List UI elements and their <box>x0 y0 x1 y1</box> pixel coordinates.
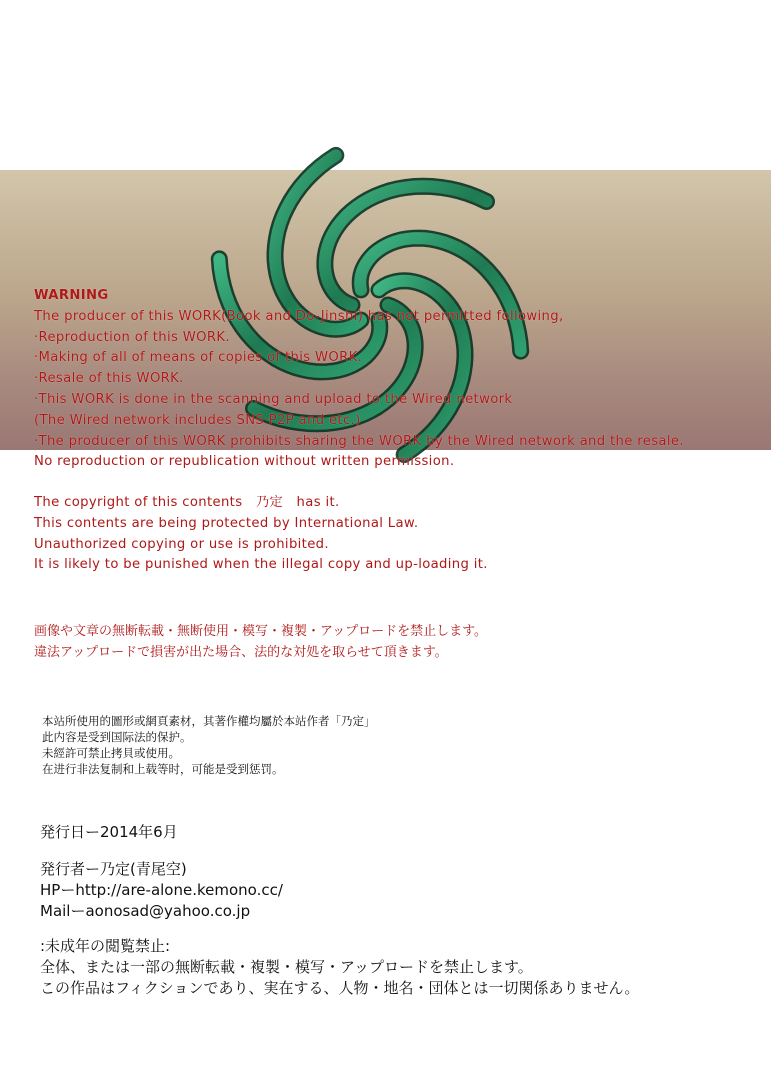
spacer <box>40 922 760 936</box>
chinese-notice-line: 此内容是受到国际法的保护。 <box>42 730 192 744</box>
fiction-disclaimer: この作品はフィクションであり、実在する、人物・地名・団体とは一切関係ありません。 <box>40 979 640 997</box>
copyright-line: This contents are being protected by International Law. <box>34 515 419 531</box>
chinese-notice-line: 未經許可禁止拷貝或使用。 <box>42 746 180 760</box>
spacer <box>40 843 760 859</box>
warning-block <box>34 286 759 473</box>
contact-email: Mailーaonosad@yahoo.co.jp <box>40 902 251 920</box>
warning-line: ·This WORK is done in the scanning and upload to the Wired network <box>34 391 513 407</box>
warning-line: (The Wired network includes SNS·P2P and etc.) <box>34 412 361 428</box>
warning-line: No reproduction or republication without written permission. <box>34 454 455 470</box>
age-restriction-heading: :未成年の閲覧禁止: <box>40 937 171 955</box>
warning-line: ·Resale of this WORK. <box>34 371 184 387</box>
japanese-notice-block <box>34 621 754 663</box>
publication-info-block <box>40 822 760 999</box>
chinese-notice-block <box>42 713 742 777</box>
japanese-notice-line: 違法アップロードで損害が出た場合、法的な対処を取らせて頂きます。 <box>34 645 448 660</box>
copyright-line: It is likely to be punished when the illegal copy and up-loading it. <box>34 557 488 573</box>
warning-line: ·Reproduction of this WORK. <box>34 329 230 345</box>
homepage-url: HPーhttp://are-alone.kemono.cc/ <box>40 881 283 899</box>
warning-line: The producer of this WORK(Book and Do-Jinshi) has not permitted following, <box>34 308 564 324</box>
warning-line: ·The producer of this WORK prohibits sharing the WORK by the Wired network and the resale. <box>34 433 684 449</box>
copyright-block <box>34 493 754 576</box>
publisher-name: 発行者ー乃定(青尾空) <box>40 860 187 878</box>
warning-line: ·Making of all of means of copies of this WORK. <box>34 350 363 366</box>
chinese-notice-line: 本站所使用的圖形或網頁素材，其著作權均屬於本站作者「乃定」 <box>42 714 376 728</box>
warning-title: WARNING <box>34 288 109 303</box>
copyright-line: The copyright of this contents 乃定 has it. <box>34 495 340 510</box>
copyright-line: Unauthorized copying or use is prohibited. <box>34 536 329 552</box>
publication-date: 発行日ー2014年6月 <box>40 823 178 841</box>
reproduction-prohibited-notice: 全体、または一部の無断転載・複製・模写・アップロードを禁止します。 <box>40 958 533 976</box>
chinese-notice-line: 在进行非法复制和上载等时，可能是受到惩罚。 <box>42 762 284 776</box>
japanese-notice-line: 画像や文章の無断転載・無断使用・模写・複製・アップロードを禁止します。 <box>34 624 488 639</box>
